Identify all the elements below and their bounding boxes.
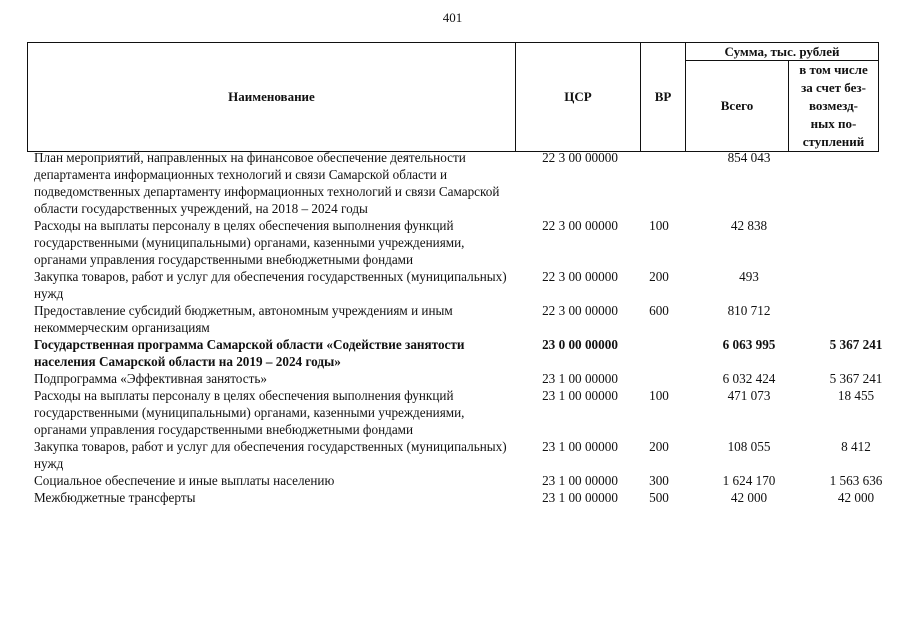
row-free: [818, 302, 894, 336]
row-vr: 600: [649, 303, 669, 318]
row-total: 471 073: [727, 388, 771, 403]
row-name: Закупка товаров, работ и услуг для обеспечения государственных (муниципальных) нужд: [34, 439, 507, 471]
row-csr: 23 0 00 00000: [542, 337, 618, 352]
row-csr: 22 3 00 00000: [542, 150, 618, 165]
row-total: 108 055: [727, 439, 771, 454]
header-csr: ЦСР: [516, 43, 641, 152]
row-vr: 100: [649, 388, 669, 403]
row-name: Социальное обеспечение и иные выплаты населению: [34, 473, 335, 488]
row-total: 42 000: [730, 490, 768, 505]
header-total: Всего: [686, 61, 789, 152]
row-name: Расходы на выплаты персоналу в целях обеспечения выполнения функций государственными (муниципальными) органами, казенными учреждениями, органами управления государственными внебюджетными фондами: [34, 218, 465, 267]
row-name: Межбюджетные трансферты: [34, 490, 196, 505]
row-name: Государственная программа Самарской области «Содействие занятости населения Самарской области на 2019 – 2024 годы»: [34, 337, 465, 369]
header-free-line: за счет без-: [801, 80, 866, 95]
row-csr: 23 1 00 00000: [542, 439, 618, 454]
page-number: 401: [442, 10, 463, 25]
row-csr: 23 1 00 00000: [542, 473, 618, 488]
table-row: [34, 370, 894, 387]
row-free: 18 455: [837, 388, 875, 403]
row-csr: 23 1 00 00000: [542, 371, 618, 386]
row-total: 6 063 995: [722, 337, 776, 352]
header-name: Наименование: [28, 43, 516, 152]
row-name: Расходы на выплаты персоналу в целях обеспечения выполнения функций государственными (муниципальными) органами, казенными учреждениями, органами управления государственными внебюджетными фондами: [34, 388, 465, 437]
budget-table: [34, 149, 894, 506]
header-free-line: ступлений: [802, 134, 865, 149]
row-free: [818, 149, 894, 217]
table-row: [34, 489, 894, 506]
header-free: [789, 61, 879, 152]
row-free: 1 563 636: [829, 473, 883, 488]
row-csr: 22 3 00 00000: [542, 218, 618, 233]
row-csr: 23 1 00 00000: [542, 490, 618, 505]
row-total: 6 032 424: [722, 371, 776, 386]
row-name: Подпрограмма «Эффективная занятость»: [34, 371, 267, 386]
table-row: [34, 217, 894, 268]
header-free-line: возмезд-: [809, 98, 858, 113]
row-vr: [638, 370, 680, 387]
row-name: Закупка товаров, работ и услуг для обеспечения государственных (муниципальных) нужд: [34, 269, 507, 301]
row-name: План мероприятий, направленных на финансовое обеспечение деятельности департамента информационных технологий и связи Самарской области и подведомственных департаменту информационных технологий и связи Самарской области государственных учреждений, на 2018 – 2024 годы: [34, 150, 500, 216]
row-free: 5 367 241: [829, 371, 883, 386]
row-vr: 200: [649, 439, 669, 454]
row-free: 5 367 241: [829, 337, 883, 352]
header-free-line: ных по-: [810, 116, 857, 131]
row-vr: 100: [649, 218, 669, 233]
row-total: 42 838: [730, 218, 768, 233]
row-free: 8 412: [841, 439, 871, 454]
row-vr: 300: [649, 473, 669, 488]
row-total: 1 624 170: [722, 473, 776, 488]
table-row-program: [34, 336, 894, 370]
table-row: [34, 149, 894, 217]
row-csr: 22 3 00 00000: [542, 303, 618, 318]
row-vr: [638, 149, 680, 217]
row-csr: 23 1 00 00000: [542, 388, 618, 403]
row-total: 810 712: [727, 303, 771, 318]
table-row: [34, 302, 894, 336]
row-name: Предоставление субсидий бюджетным, автономным учреждениям и иным некоммерческим организациям: [34, 303, 453, 335]
row-vr: 500: [649, 490, 669, 505]
table-header: [27, 42, 879, 152]
table-row: [34, 268, 894, 302]
header-vr: ВР: [641, 43, 686, 152]
row-vr: 200: [649, 269, 669, 284]
row-vr: [638, 336, 680, 370]
row-free: 42 000: [837, 490, 875, 505]
header-sum: Сумма, тыс. рублей: [686, 43, 879, 61]
row-free: [818, 268, 894, 302]
row-csr: 22 3 00 00000: [542, 269, 618, 284]
table-row: [34, 472, 894, 489]
row-total: 854 043: [727, 150, 771, 165]
header-free-line: в том числе: [799, 62, 868, 77]
table-row: [34, 387, 894, 438]
table-row: [34, 438, 894, 472]
row-free: [818, 217, 894, 268]
row-total: 493: [739, 269, 759, 284]
